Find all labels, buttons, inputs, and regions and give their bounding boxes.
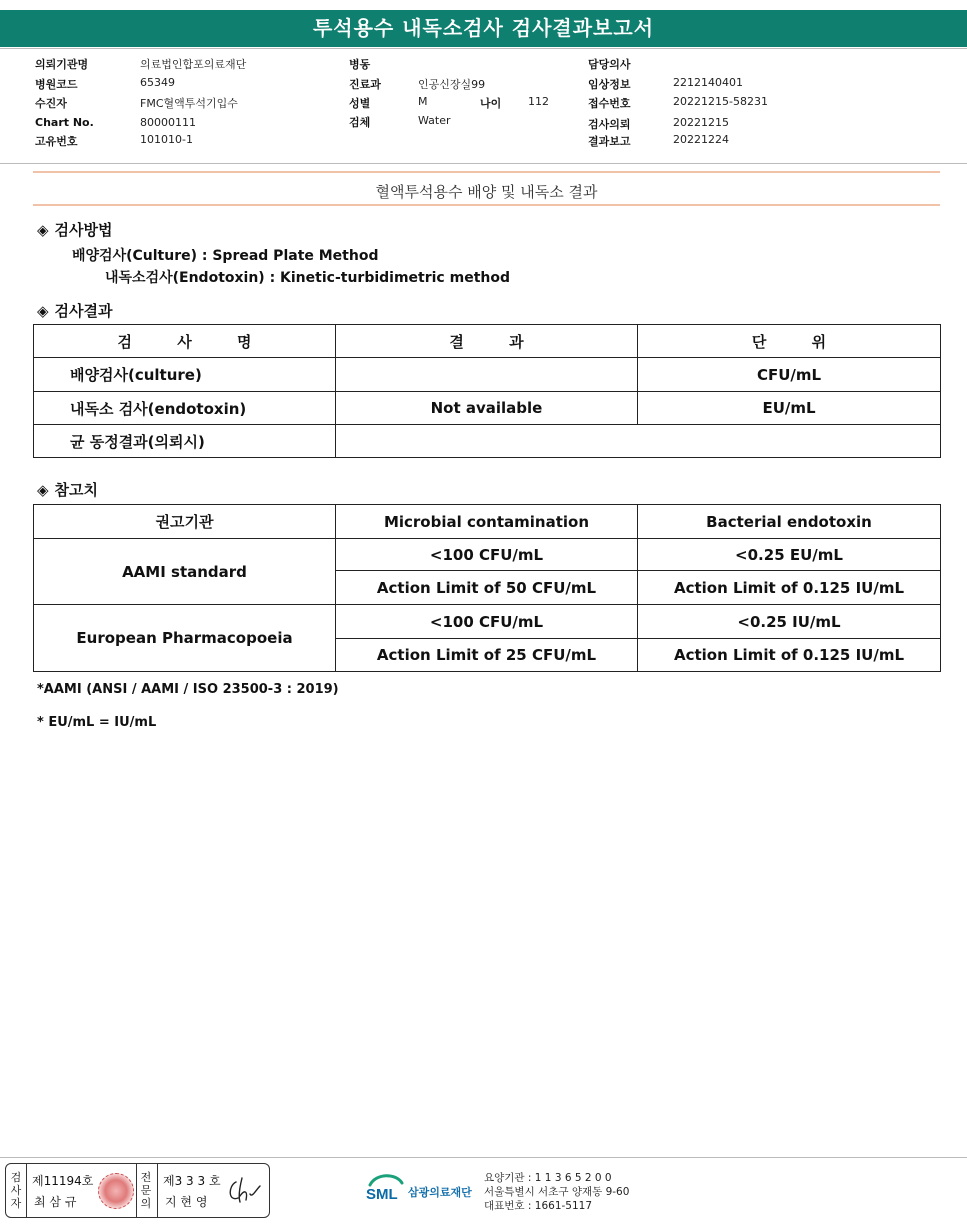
info-value: 20221224 <box>673 133 729 146</box>
table-row <box>34 425 941 458</box>
ref-value: Action Limit of 50 CFU/mL <box>336 571 638 605</box>
info-label: 임상정보 <box>588 78 631 91</box>
info-label: 병원코드 <box>35 78 78 91</box>
reviewer-name: 지 현 영 <box>165 1195 208 1209</box>
ref-value: <100 CFU/mL <box>336 539 638 571</box>
sml-logo-icon <box>366 1171 406 1211</box>
test-result: Not available <box>336 392 638 425</box>
info-value: 20221215 <box>673 116 729 129</box>
info-value: 101010-1 <box>140 133 193 146</box>
test-name: 내독소 검사(endotoxin) <box>34 392 336 425</box>
ref-value: Action Limit of 0.125 IU/mL <box>638 639 941 672</box>
methods-heading <box>37 219 113 240</box>
org-name: 삼광의료재단 <box>408 1186 472 1199</box>
test-name: 배양검사(culture) <box>34 358 336 392</box>
info-value: 2212140401 <box>673 76 743 89</box>
patient-info <box>0 56 967 156</box>
info-label: 접수번호 <box>588 97 631 110</box>
info-label: Chart No. <box>35 116 94 129</box>
info-label: 의뢰기관명 <box>35 58 89 71</box>
subtitle-rule-top <box>33 171 940 173</box>
test-unit: CFU/mL <box>638 358 941 392</box>
tester-name: 최 삼 규 <box>34 1195 77 1209</box>
tester-vertical-label: 검사자 <box>10 1171 22 1210</box>
tester-license: 제11194호 <box>32 1174 94 1188</box>
sig-divider <box>157 1164 158 1217</box>
info-value: 인공신장실99 <box>418 78 486 91</box>
info-value: 20221215-58231 <box>673 95 768 108</box>
reviewer-license: 제3 3 3 호 <box>163 1174 221 1188</box>
info-value: 의료법인합포의료재단 <box>140 58 247 71</box>
info-label: 성별 <box>349 97 371 110</box>
header-cell: 권고기관 <box>34 505 336 539</box>
method-culture: 배양검사(Culture) : Spread Plate Method <box>72 248 379 264</box>
test-result <box>336 425 941 458</box>
info-label: 담당의사 <box>588 58 631 71</box>
sig-divider <box>26 1164 27 1217</box>
info-label: 진료과 <box>349 78 381 91</box>
ref-value: <100 CFU/mL <box>336 605 638 639</box>
note-aami: *AAMI (ANSI / AAMI / ISO 23500-3 : 2019) <box>37 682 339 697</box>
info-label: 수진자 <box>35 97 67 110</box>
org-address: 서울특별시 서초구 양재동 9-60 <box>484 1186 630 1198</box>
header-cell: Microbial contamination <box>336 505 638 539</box>
test-result <box>336 358 638 392</box>
results-heading-text: 검사결과 <box>54 302 113 320</box>
table-header-row <box>34 325 941 358</box>
info-value: FMC혈액투석기입수 <box>140 97 238 110</box>
note-unit: * EU/mL = IU/mL <box>37 715 157 730</box>
test-unit: EU/mL <box>638 392 941 425</box>
table-row <box>34 392 941 425</box>
org-name: AAMI standard <box>34 539 336 605</box>
diamond-bullet-icon: ◈ <box>37 302 49 320</box>
info-label: 고유번호 <box>35 135 78 148</box>
ref-value: <0.25 EU/mL <box>638 539 941 571</box>
methods-heading-text: 검사방법 <box>54 221 113 239</box>
info-label: 병동 <box>349 58 371 71</box>
org-contact <box>484 1171 629 1213</box>
reviewer-vertical-label: 전문의 <box>140 1171 152 1210</box>
table-row <box>34 605 941 639</box>
handwritten-signature-icon <box>226 1176 264 1206</box>
table-row <box>34 358 941 392</box>
info-value: M <box>418 95 428 108</box>
method-endotoxin: 내독소검사(Endotoxin) : Kinetic-turbidimetric method <box>105 270 510 286</box>
header-cell: 단 위 <box>638 325 941 358</box>
results-table <box>33 324 941 458</box>
report-title: 투석용수 내독소검사 검사결과보고서 <box>0 10 967 47</box>
org-phone: 대표번호 : 1661-5117 <box>484 1200 593 1212</box>
official-seal-icon <box>98 1173 134 1209</box>
sig-divider <box>136 1164 137 1217</box>
info-value: 65349 <box>140 76 175 89</box>
diamond-bullet-icon: ◈ <box>37 481 49 499</box>
ref-value: Action Limit of 25 CFU/mL <box>336 639 638 672</box>
info-label: 검체 <box>349 116 371 129</box>
reference-heading-text: 참고치 <box>54 481 99 499</box>
ref-value: Action Limit of 0.125 IU/mL <box>638 571 941 605</box>
info-label: 결과보고 <box>588 135 631 148</box>
header-divider <box>0 48 967 49</box>
info-label: 검사의뢰 <box>588 118 631 131</box>
info-value: Water <box>418 114 451 127</box>
header-cell: Bacterial endotoxin <box>638 505 941 539</box>
test-name: 균 동정결과(의뢰시) <box>34 425 336 458</box>
results-heading <box>37 300 113 321</box>
logo-mark-text: SML <box>366 1186 398 1203</box>
reference-table <box>33 504 941 672</box>
reference-heading <box>37 479 98 500</box>
info-value: 80000111 <box>140 116 196 129</box>
org-code: 요양기관 : 1 1 3 6 5 2 0 0 <box>484 1172 612 1184</box>
info-divider <box>0 163 967 164</box>
header-cell: 검 사 명 <box>34 325 336 358</box>
header-cell: 결 과 <box>336 325 638 358</box>
footer-divider <box>0 1157 967 1158</box>
org-name: European Pharmacopoeia <box>34 605 336 672</box>
age-label: 나이 <box>480 97 502 110</box>
subtitle-rule-bottom <box>33 204 940 206</box>
ref-value: <0.25 IU/mL <box>638 605 941 639</box>
table-header-row <box>34 505 941 539</box>
table-row <box>34 539 941 571</box>
age-value: 112 <box>528 95 549 108</box>
signature-box <box>5 1163 270 1218</box>
section-subtitle: 혈액투석용수 배양 및 내독소 결과 <box>375 183 598 201</box>
diamond-bullet-icon: ◈ <box>37 221 49 239</box>
